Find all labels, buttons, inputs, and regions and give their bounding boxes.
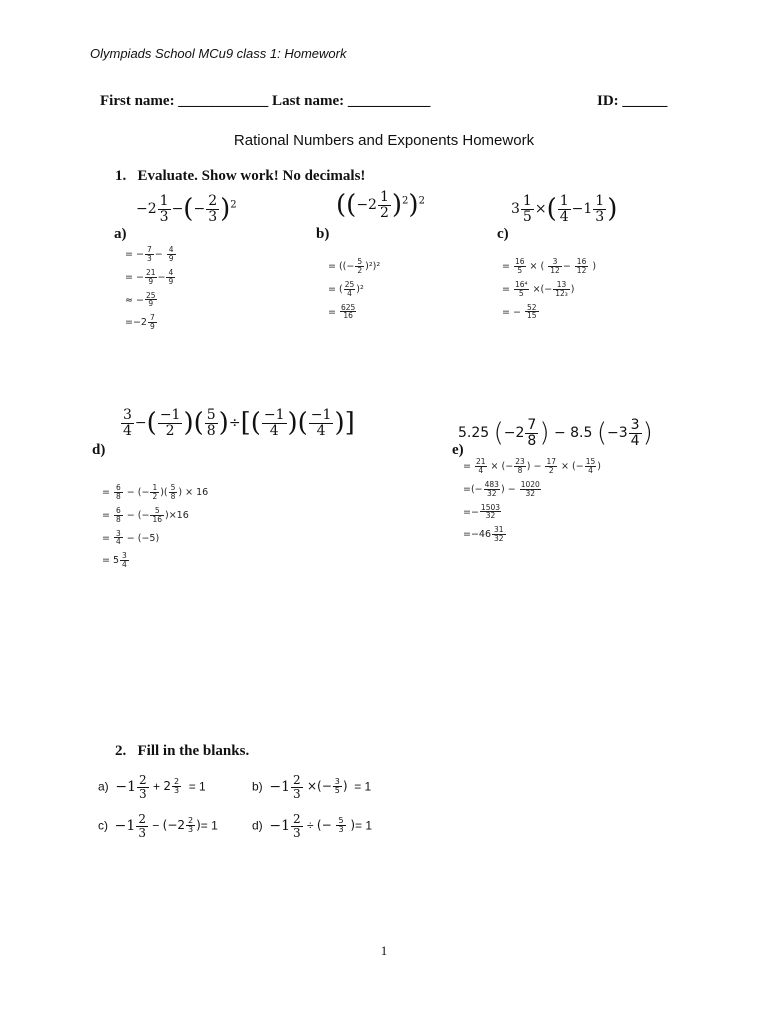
part-e-label: e) [452,442,464,458]
question-2-text: Fill in the blanks. [137,743,250,759]
fill-d-label: d) [252,818,263,833]
fill-c-label: c) [98,818,108,833]
part-c-label: c) [497,226,509,242]
question-2-number: 2. [115,743,127,759]
part-c-work: = $\frac{16}{5}$ × ( $\frac{3}{12}$ − $\frac{16}{12}$ ) = $\frac{\text{16⁴}}{5}$ ×(− $\frac{13}{\text{12₃}}$ ) = − $\frac{52}{15}$ [502,257,597,321]
part-d-label: d) [92,442,106,458]
part-d-work: = $\frac{6}{8}$ − (− $\frac{1}{2}$ )( $\frac{5}{8}$ ) × 16 = $\frac{6}{8}$ − (− $\frac{5}{16}$ )×16 = $\frac{3}{4}$ − (−5) = 5 $\frac{3}{4}$ [102,483,209,570]
part-d-expression: $\frac{3}{4}$ −( $\frac{-1}{2}$ )( $\frac{5}{8}$ )÷[( $\frac{-1}{4}$ )( $\frac{-1}{4}$ )] [123,407,355,439]
part-b-work: = ((− $\frac{5}{2}$ )²)² = ( $\frac{25}{4}$ )² = $\frac{625}{16}$ [328,257,381,321]
fill-b: b) −1 $\frac{2}{3}$ ×(− $\frac{3}{5}$ ) = 1 [252,773,372,801]
header-course: Olympiads School MCu9 class 1: Homework [90,46,347,61]
name-fields: First name: ____________ Last name: ___________ [100,93,431,109]
fill-a: a) −1 $\frac{2}{3}$ + 2 $\frac{2}{3}$ = 1 [98,773,206,801]
part-a-label: a) [114,226,127,242]
question-1-heading [115,168,365,185]
question-1-text: Evaluate. Show work! No decimals! [137,168,366,184]
part-e-work: = $\frac{21}{4}$ × (− $\frac{23}{8}$ ) − $\frac{17}{2}$ × (− $\frac{15}{4}$ ) =(− $\frac{483}{32}$ ) − $\frac{1020}{32}$ =− $\frac{1503}{32}$ =−46 $\frac{31}{32}$ [463,457,601,544]
fill-d: d) −1 $\frac{2}{3}$ ÷ (− $\frac{5}{3}$ )= 1 [252,812,373,840]
question-1-number: 1. [115,168,127,184]
part-b-label: b) [316,226,330,242]
fill-c: c) −1 $\frac{2}{3}$ − (−2 $\frac{2}{3}$ )= 1 [98,812,218,840]
part-e-expression: 5.25 (−2 $\frac{7}{8}$ ) − 8.5 (−3 $\frac{3}{4}$ ) [458,417,653,449]
fill-a-label: a) [98,779,109,794]
page-number: 1 [380,943,388,958]
id-field: ID: ______ [597,93,668,109]
fill-b-label: b) [252,779,263,794]
part-a-expression: −2 $\frac{1}{3}$ −(− $\frac{2}{3}$ )$^2$ [136,193,237,225]
question-2-heading [115,743,249,760]
part-b-expression: ((−2 $\frac{1}{2}$ )$^2$)$^2$ [336,189,425,221]
part-c-expression: 3 $\frac{1}{5}$ ×( $\frac{1}{4}$ −1 $\frac{1}{3}$ ) [511,193,618,225]
part-a-work: = − $\frac{7}{3}$ − $\frac{4}{9}$ = − $\frac{21}{9}$ − $\frac{4}{9}$ ≈ − $\frac{25}{9}$ =−2 $\frac{7}{9}$ [125,245,174,332]
page-title: Rational Numbers and Exponents Homework [233,132,535,149]
